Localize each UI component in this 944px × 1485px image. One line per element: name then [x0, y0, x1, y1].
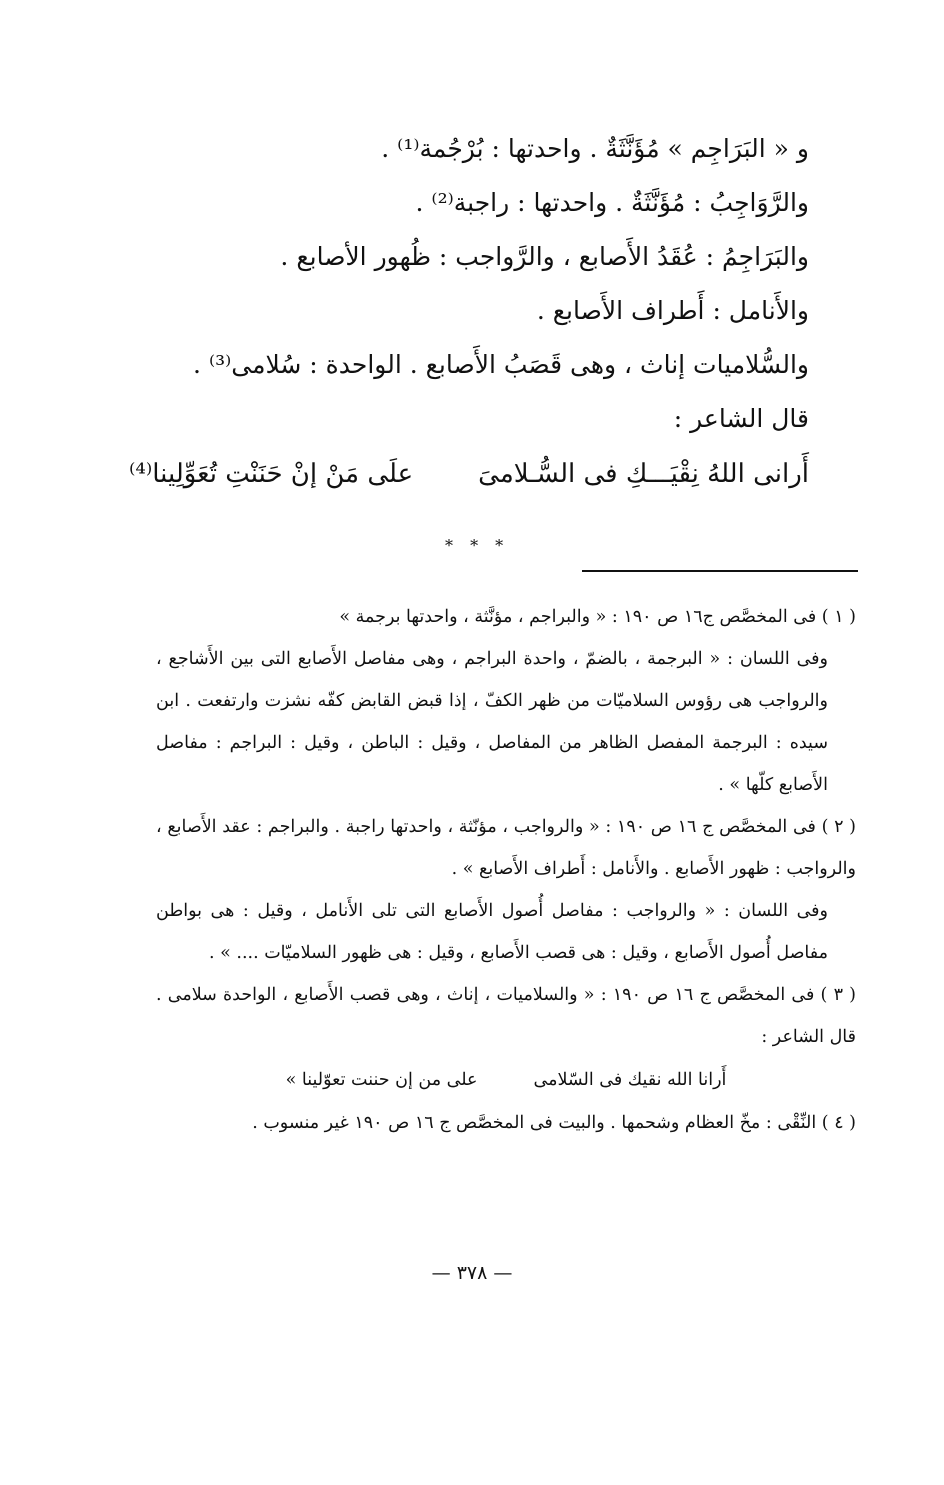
footnote-verse-second-hemistich: على من إن حننت تعوّلينا » [285, 1070, 478, 1090]
footnote-text: ( ٤ ) النِّقْى : مخّ العظام وشحمها . والبيت فى المخصَّص ج ١٦ ص ١٩٠ غير منسوب . [252, 1113, 856, 1133]
footnote-text: وفى اللسان : « والرواجب : مفاصل أُصول الأَصابع التى تلى الأَنامل ، وقيل : هى بواطن مفاصل أُصول الأَصابع ، وقيل : هى قصب الأَصابع ، وقيل : هى ظهور السلاميّات .... » . [156, 901, 828, 963]
verse-first-hemistich: أَرانى اللهُ نِقْيَـــكِ فى السُّـلامىَ [478, 459, 809, 489]
footnote-2 [156, 806, 856, 974]
footnote-text: ( ١ ) فى المخصَّص ج١٦ ص ١٩٠ : « والبراجم ، مؤنَّثة ، واحدتها برجمة » [339, 607, 856, 627]
text-line: والرَّوَاجِبُ : مُؤَنَّثَةٌ . واحدتها : راجبة⁽²⁾ . [415, 188, 809, 217]
footnote-text: ( ٣ ) فى المخصَّص ج ١٦ ص ١٩٠ : « والسلاميات ، إناث ، وهى قصب الأَصابع ، الواحدة سلامى . قال الشاعر : [156, 985, 856, 1047]
text-line: و « البَرَاجِم » مُؤَنَّثَةٌ . واحدتها : بُرْجُمة⁽¹⁾ . [381, 134, 809, 163]
verse-second-hemistich: علَى مَنْ إنْ حَنَنْتِ تُعَوِّلِينا⁽⁴⁾ [129, 459, 414, 489]
footnote-verse [156, 1058, 856, 1102]
text-line: والسُّلاميات إناث ، وهى قَصَبُ الأَصابع . الواحدة : سُلامى⁽³⁾ . [193, 350, 809, 379]
page-number: — ٣٧٨ — [431, 1262, 513, 1284]
footnote-verse-first-hemistich: أَرانا الله نقيك فى السّلامى [533, 1070, 727, 1090]
footnote-text: وفى اللسان : « البرجمة ، بالضمّ ، واحدة البراجم ، وهى مفاصل الأَصابع التى بين الأَشاجع ، والرواجب هى رؤوس السلاميّات من ظهر الكفّ ، إذا قبض القابض كفّه نشزت وارتفعت . ابن سيده : البرجمة المفصل الظاهر من المفاصل ، وقيل : الباطن ، وقيل : البراجم : مفاصل الأَصابع كلّها » . [156, 649, 828, 795]
footnote-4 [156, 1102, 856, 1144]
footnote-rule [582, 570, 858, 572]
main-text [109, 122, 809, 502]
section-separator: * * * [445, 536, 510, 555]
text-line: والبَرَاجِمُ : عُقَدُ الأَصابع ، والرَّواجب : ظُهور الأصابع . [280, 242, 809, 271]
footnote-1 [156, 596, 856, 806]
footnote-text: ( ٢ ) فى المخصَّص ج ١٦ ص ١٩٠ : « والرواجب ، مؤنّثة ، واحدتها راجبة . والبراجم : عقد الأَصابع ، والرواجب : ظهور الأَصابع . والأَنامل : أَطراف الأَصابع » . [156, 817, 856, 879]
text-line: والأَنامل : أَطراف الأَصابع . [536, 296, 809, 325]
footnotes [156, 596, 856, 1144]
text-line: قال الشاعر : [673, 404, 809, 433]
footnote-3 [156, 974, 856, 1102]
poetry-verse [129, 446, 809, 502]
